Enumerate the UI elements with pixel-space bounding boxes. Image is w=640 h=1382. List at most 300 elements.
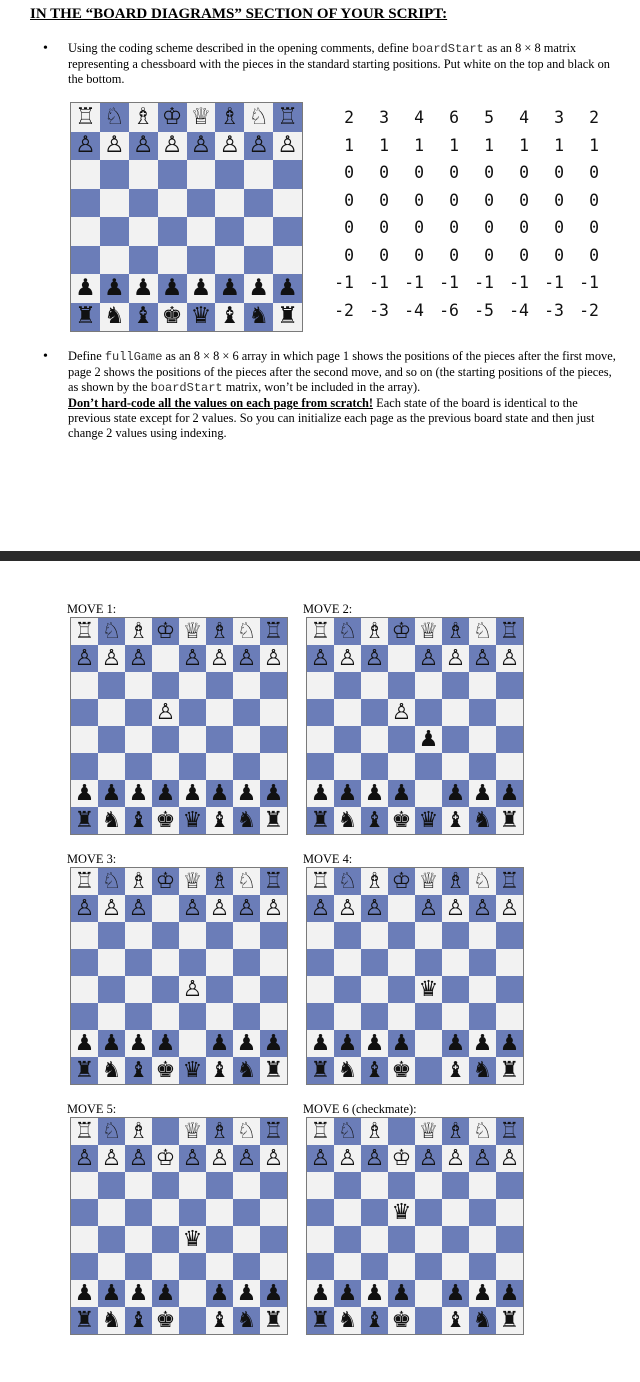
matrix-value: -1 bbox=[579, 273, 599, 292]
black-bishop-icon: ♝ bbox=[206, 1057, 233, 1084]
black-pawn-icon: ♟ bbox=[469, 1280, 496, 1307]
white-knight-icon: ♘ bbox=[334, 1118, 361, 1145]
empty-square bbox=[442, 672, 469, 699]
empty-square bbox=[152, 726, 179, 753]
matrix-value: 0 bbox=[589, 190, 599, 210]
black-rook-icon: ♜ bbox=[260, 1307, 287, 1334]
empty-square bbox=[415, 1280, 442, 1307]
empty-square bbox=[388, 726, 415, 753]
black-pawn-icon: ♟ bbox=[125, 780, 152, 807]
matrix-value: 0 bbox=[379, 190, 389, 210]
empty-square bbox=[98, 1253, 125, 1280]
black-bishop-icon: ♝ bbox=[129, 303, 158, 332]
black-pawn-icon: ♟ bbox=[206, 1030, 233, 1057]
matrix-value: 3 bbox=[554, 108, 564, 127]
empty-square bbox=[496, 753, 523, 780]
white-pawn-icon: ♙ bbox=[233, 895, 260, 922]
empty-square bbox=[496, 1003, 523, 1030]
matrix-value: 3 bbox=[379, 108, 389, 127]
white-pawn-icon: ♙ bbox=[334, 895, 361, 922]
matrix-value: 1 bbox=[519, 135, 529, 155]
empty-square bbox=[71, 753, 98, 780]
white-pawn-icon: ♙ bbox=[442, 1145, 469, 1172]
white-rook-icon: ♖ bbox=[307, 1118, 334, 1145]
empty-square bbox=[260, 976, 287, 1003]
empty-square bbox=[206, 1003, 233, 1030]
matrix-value: 4 bbox=[519, 108, 529, 127]
black-bishop-icon: ♝ bbox=[442, 807, 469, 834]
empty-square bbox=[98, 1003, 125, 1030]
move-3-label: MOVE 3: bbox=[67, 852, 117, 866]
empty-square bbox=[273, 217, 302, 246]
empty-square bbox=[260, 922, 287, 949]
empty-square bbox=[415, 1226, 442, 1253]
empty-square bbox=[206, 949, 233, 976]
board-start-matrix bbox=[320, 108, 620, 330]
empty-square bbox=[469, 1253, 496, 1280]
empty-square bbox=[125, 1003, 152, 1030]
empty-square bbox=[179, 1003, 206, 1030]
black-rook-icon: ♜ bbox=[71, 1307, 98, 1334]
empty-square bbox=[158, 189, 187, 218]
empty-square bbox=[206, 976, 233, 1003]
white-pawn-icon: ♙ bbox=[361, 645, 388, 672]
empty-square bbox=[98, 672, 125, 699]
black-bishop-icon: ♝ bbox=[125, 1307, 152, 1334]
empty-square bbox=[415, 699, 442, 726]
empty-square bbox=[361, 726, 388, 753]
black-rook-icon: ♜ bbox=[71, 303, 100, 332]
matrix-value: 0 bbox=[554, 163, 564, 182]
black-pawn-icon: ♟ bbox=[100, 274, 129, 303]
black-pawn-icon: ♟ bbox=[388, 1280, 415, 1307]
white-pawn-icon: ♙ bbox=[233, 1145, 260, 1172]
empty-square bbox=[129, 246, 158, 275]
matrix-value: -6 bbox=[439, 300, 459, 320]
empty-square bbox=[415, 1307, 442, 1334]
black-knight-icon: ♞ bbox=[244, 303, 273, 332]
white-pawn-icon: ♙ bbox=[469, 1145, 496, 1172]
matrix-value: 0 bbox=[449, 163, 459, 182]
empty-square bbox=[442, 1003, 469, 1030]
white-bishop-icon: ♗ bbox=[129, 103, 158, 132]
empty-square bbox=[361, 1226, 388, 1253]
empty-square bbox=[98, 922, 125, 949]
matrix-value: 4 bbox=[414, 108, 424, 127]
black-pawn-icon: ♟ bbox=[307, 780, 334, 807]
white-pawn-icon: ♙ bbox=[71, 645, 98, 672]
empty-square bbox=[415, 1057, 442, 1084]
move-6-label: MOVE 6 (checkmate): bbox=[303, 1102, 417, 1116]
empty-square bbox=[233, 1253, 260, 1280]
black-pawn-icon: ♟ bbox=[469, 1030, 496, 1057]
empty-square bbox=[125, 1226, 152, 1253]
empty-square bbox=[496, 949, 523, 976]
empty-square bbox=[361, 672, 388, 699]
empty-square bbox=[206, 922, 233, 949]
white-knight-icon: ♘ bbox=[334, 618, 361, 645]
white-pawn-icon: ♙ bbox=[260, 895, 287, 922]
empty-square bbox=[415, 672, 442, 699]
empty-square bbox=[361, 1253, 388, 1280]
white-knight-icon: ♘ bbox=[233, 1118, 260, 1145]
instruction-full-game bbox=[68, 349, 620, 441]
empty-square bbox=[179, 1199, 206, 1226]
empty-square bbox=[215, 160, 244, 189]
empty-square bbox=[98, 753, 125, 780]
empty-square bbox=[129, 160, 158, 189]
black-pawn-icon: ♟ bbox=[260, 780, 287, 807]
page-divider bbox=[0, 551, 640, 561]
empty-square bbox=[206, 1172, 233, 1199]
matrix-value: 0 bbox=[414, 163, 424, 182]
black-knight-icon: ♞ bbox=[469, 1057, 496, 1084]
move-2-label: MOVE 2: bbox=[303, 602, 353, 616]
white-pawn-icon: ♙ bbox=[71, 895, 98, 922]
black-queen-icon: ♛ bbox=[187, 303, 216, 332]
empty-square bbox=[187, 160, 216, 189]
empty-square bbox=[129, 217, 158, 246]
empty-square bbox=[100, 189, 129, 218]
white-pawn-icon: ♙ bbox=[442, 645, 469, 672]
empty-square bbox=[388, 672, 415, 699]
white-rook-icon: ♖ bbox=[71, 103, 100, 132]
black-bishop-icon: ♝ bbox=[442, 1057, 469, 1084]
black-pawn-icon: ♟ bbox=[129, 274, 158, 303]
empty-square bbox=[334, 699, 361, 726]
white-king-icon: ♔ bbox=[158, 103, 187, 132]
empty-square bbox=[206, 1226, 233, 1253]
black-pawn-icon: ♟ bbox=[98, 780, 125, 807]
white-pawn-icon: ♙ bbox=[260, 1145, 287, 1172]
empty-square bbox=[125, 1172, 152, 1199]
matrix-value: 0 bbox=[589, 163, 599, 182]
empty-square bbox=[361, 922, 388, 949]
white-bishop-icon: ♗ bbox=[361, 868, 388, 895]
matrix-value: 0 bbox=[484, 218, 494, 237]
white-queen-icon: ♕ bbox=[179, 1118, 206, 1145]
white-rook-icon: ♖ bbox=[260, 868, 287, 895]
empty-square bbox=[187, 246, 216, 275]
white-bishop-icon: ♗ bbox=[206, 868, 233, 895]
white-pawn-icon: ♙ bbox=[125, 1145, 152, 1172]
empty-square bbox=[361, 976, 388, 1003]
white-knight-icon: ♘ bbox=[469, 618, 496, 645]
empty-square bbox=[98, 726, 125, 753]
empty-square bbox=[334, 949, 361, 976]
empty-square bbox=[307, 976, 334, 1003]
black-rook-icon: ♜ bbox=[260, 807, 287, 834]
move-1-board bbox=[70, 617, 288, 835]
white-pawn-icon: ♙ bbox=[244, 132, 273, 161]
empty-square bbox=[388, 1226, 415, 1253]
matrix-value: 0 bbox=[554, 218, 564, 237]
white-pawn-icon: ♙ bbox=[307, 1145, 334, 1172]
white-bishop-icon: ♗ bbox=[125, 868, 152, 895]
empty-square bbox=[98, 1226, 125, 1253]
white-rook-icon: ♖ bbox=[260, 1118, 287, 1145]
matrix-value: 0 bbox=[344, 218, 354, 237]
empty-square bbox=[179, 699, 206, 726]
instruction-text: as an 8 × 8 matrix representing a chessboard with the pieces in the standard starting positions. Put white on the top and black on the bottom. bbox=[68, 41, 610, 86]
white-pawn-icon: ♙ bbox=[496, 895, 523, 922]
black-pawn-icon: ♟ bbox=[334, 1280, 361, 1307]
empty-square bbox=[179, 922, 206, 949]
empty-square bbox=[233, 976, 260, 1003]
white-knight-icon: ♘ bbox=[469, 1118, 496, 1145]
empty-square bbox=[71, 217, 100, 246]
black-rook-icon: ♜ bbox=[496, 1307, 523, 1334]
empty-square bbox=[334, 753, 361, 780]
white-rook-icon: ♖ bbox=[496, 868, 523, 895]
matrix-value: -1 bbox=[404, 273, 424, 292]
white-rook-icon: ♖ bbox=[260, 618, 287, 645]
black-pawn-icon: ♟ bbox=[334, 780, 361, 807]
matrix-value: 0 bbox=[589, 245, 599, 265]
empty-square bbox=[244, 217, 273, 246]
empty-square bbox=[71, 246, 100, 275]
empty-square bbox=[442, 1253, 469, 1280]
empty-square bbox=[152, 1003, 179, 1030]
black-knight-icon: ♞ bbox=[98, 1057, 125, 1084]
empty-square bbox=[260, 726, 287, 753]
empty-square bbox=[388, 949, 415, 976]
black-pawn-icon: ♟ bbox=[71, 1030, 98, 1057]
empty-square bbox=[273, 189, 302, 218]
empty-square bbox=[125, 726, 152, 753]
matrix-value: -1 bbox=[509, 273, 529, 292]
empty-square bbox=[388, 1253, 415, 1280]
empty-square bbox=[361, 1199, 388, 1226]
matrix-value: 0 bbox=[519, 190, 529, 210]
empty-square bbox=[206, 726, 233, 753]
starting-chessboard bbox=[70, 102, 303, 332]
empty-square bbox=[442, 726, 469, 753]
black-pawn-icon: ♟ bbox=[233, 780, 260, 807]
move-5-board bbox=[70, 1117, 288, 1335]
empty-square bbox=[469, 976, 496, 1003]
black-rook-icon: ♜ bbox=[307, 1057, 334, 1084]
black-knight-icon: ♞ bbox=[469, 1307, 496, 1334]
white-pawn-icon: ♙ bbox=[415, 895, 442, 922]
white-pawn-icon: ♙ bbox=[125, 645, 152, 672]
empty-square bbox=[469, 753, 496, 780]
matrix-value: -4 bbox=[404, 300, 424, 320]
empty-square bbox=[307, 1226, 334, 1253]
matrix-value: 1 bbox=[414, 135, 424, 155]
move-4-board bbox=[306, 867, 524, 1085]
matrix-value: -1 bbox=[369, 273, 389, 292]
black-rook-icon: ♜ bbox=[496, 807, 523, 834]
empty-square bbox=[361, 949, 388, 976]
white-bishop-icon: ♗ bbox=[206, 1118, 233, 1145]
white-pawn-icon: ♙ bbox=[307, 895, 334, 922]
black-pawn-icon: ♟ bbox=[260, 1280, 287, 1307]
white-pawn-icon: ♙ bbox=[415, 645, 442, 672]
matrix-value: 0 bbox=[519, 218, 529, 237]
empty-square bbox=[361, 1003, 388, 1030]
empty-square bbox=[100, 160, 129, 189]
white-bishop-icon: ♗ bbox=[442, 618, 469, 645]
empty-square bbox=[307, 1253, 334, 1280]
white-knight-icon: ♘ bbox=[98, 1118, 125, 1145]
white-pawn-icon: ♙ bbox=[388, 699, 415, 726]
empty-square bbox=[125, 672, 152, 699]
matrix-value: 0 bbox=[589, 218, 599, 237]
black-rook-icon: ♜ bbox=[71, 807, 98, 834]
matrix-value: 0 bbox=[379, 218, 389, 237]
black-rook-icon: ♜ bbox=[307, 807, 334, 834]
empty-square bbox=[388, 976, 415, 1003]
black-pawn-icon: ♟ bbox=[125, 1280, 152, 1307]
empty-square bbox=[206, 699, 233, 726]
empty-square bbox=[233, 726, 260, 753]
matrix-value: 0 bbox=[449, 218, 459, 237]
white-pawn-icon: ♙ bbox=[98, 895, 125, 922]
empty-square bbox=[334, 1199, 361, 1226]
black-bishop-icon: ♝ bbox=[215, 303, 244, 332]
matrix-value: 0 bbox=[414, 190, 424, 210]
empty-square bbox=[152, 1172, 179, 1199]
empty-square bbox=[152, 1253, 179, 1280]
black-rook-icon: ♜ bbox=[307, 1307, 334, 1334]
matrix-value: -3 bbox=[369, 300, 389, 320]
move-2-board bbox=[306, 617, 524, 835]
black-bishop-icon: ♝ bbox=[206, 807, 233, 834]
black-pawn-icon: ♟ bbox=[307, 1280, 334, 1307]
empty-square bbox=[260, 672, 287, 699]
matrix-value: 5 bbox=[484, 108, 494, 127]
white-bishop-icon: ♗ bbox=[442, 1118, 469, 1145]
empty-square bbox=[100, 217, 129, 246]
empty-square bbox=[233, 699, 260, 726]
white-pawn-icon: ♙ bbox=[361, 895, 388, 922]
black-king-icon: ♚ bbox=[388, 1057, 415, 1084]
empty-square bbox=[273, 246, 302, 275]
white-pawn-icon: ♙ bbox=[179, 895, 206, 922]
black-pawn-icon: ♟ bbox=[179, 780, 206, 807]
white-pawn-icon: ♙ bbox=[260, 645, 287, 672]
empty-square bbox=[334, 726, 361, 753]
matrix-value: 0 bbox=[554, 245, 564, 265]
empty-square bbox=[442, 753, 469, 780]
instruction-text: Define bbox=[68, 349, 105, 363]
empty-square bbox=[125, 922, 152, 949]
matrix-value: -2 bbox=[579, 300, 599, 320]
empty-square bbox=[415, 1253, 442, 1280]
black-pawn-icon: ♟ bbox=[152, 780, 179, 807]
empty-square bbox=[469, 949, 496, 976]
black-knight-icon: ♞ bbox=[98, 1307, 125, 1334]
empty-square bbox=[415, 949, 442, 976]
white-rook-icon: ♖ bbox=[496, 618, 523, 645]
matrix-value: -4 bbox=[509, 300, 529, 320]
matrix-value: -2 bbox=[334, 300, 354, 320]
empty-square bbox=[307, 726, 334, 753]
empty-square bbox=[71, 189, 100, 218]
white-pawn-icon: ♙ bbox=[158, 132, 187, 161]
empty-square bbox=[125, 753, 152, 780]
empty-square bbox=[496, 922, 523, 949]
empty-square bbox=[71, 1253, 98, 1280]
empty-square bbox=[125, 699, 152, 726]
black-pawn-icon: ♟ bbox=[71, 1280, 98, 1307]
black-pawn-icon: ♟ bbox=[98, 1280, 125, 1307]
empty-square bbox=[100, 246, 129, 275]
black-pawn-icon: ♟ bbox=[388, 1030, 415, 1057]
white-pawn-icon: ♙ bbox=[179, 1145, 206, 1172]
empty-square bbox=[71, 1003, 98, 1030]
black-pawn-icon: ♟ bbox=[442, 1280, 469, 1307]
empty-square bbox=[244, 189, 273, 218]
black-pawn-icon: ♟ bbox=[496, 1280, 523, 1307]
empty-square bbox=[469, 1226, 496, 1253]
white-pawn-icon: ♙ bbox=[187, 132, 216, 161]
empty-square bbox=[152, 949, 179, 976]
black-pawn-icon: ♟ bbox=[415, 726, 442, 753]
white-rook-icon: ♖ bbox=[71, 868, 98, 895]
white-pawn-icon: ♙ bbox=[206, 645, 233, 672]
empty-square bbox=[388, 895, 415, 922]
empty-square bbox=[71, 726, 98, 753]
black-pawn-icon: ♟ bbox=[496, 1030, 523, 1057]
empty-square bbox=[307, 672, 334, 699]
matrix-value: 2 bbox=[344, 108, 354, 127]
empty-square bbox=[233, 753, 260, 780]
white-king-icon: ♔ bbox=[152, 868, 179, 895]
empty-square bbox=[442, 976, 469, 1003]
white-pawn-icon: ♙ bbox=[496, 1145, 523, 1172]
black-bishop-icon: ♝ bbox=[206, 1307, 233, 1334]
empty-square bbox=[469, 699, 496, 726]
empty-square bbox=[260, 949, 287, 976]
white-bishop-icon: ♗ bbox=[125, 618, 152, 645]
empty-square bbox=[388, 922, 415, 949]
empty-square bbox=[125, 1253, 152, 1280]
empty-square bbox=[233, 949, 260, 976]
empty-square bbox=[152, 976, 179, 1003]
empty-square bbox=[98, 699, 125, 726]
white-knight-icon: ♘ bbox=[98, 618, 125, 645]
empty-square bbox=[179, 672, 206, 699]
black-pawn-icon: ♟ bbox=[206, 1280, 233, 1307]
white-bishop-icon: ♗ bbox=[361, 618, 388, 645]
empty-square bbox=[307, 753, 334, 780]
matrix-value: 1 bbox=[379, 135, 389, 155]
empty-square bbox=[158, 246, 187, 275]
code-full-game: fullGame bbox=[104, 350, 163, 364]
black-pawn-icon: ♟ bbox=[260, 1030, 287, 1057]
empty-square bbox=[152, 753, 179, 780]
empty-square bbox=[98, 976, 125, 1003]
white-bishop-icon: ♗ bbox=[206, 618, 233, 645]
white-king-icon: ♔ bbox=[388, 618, 415, 645]
white-king-icon: ♔ bbox=[152, 1145, 179, 1172]
matrix-value: 0 bbox=[554, 190, 564, 210]
empty-square bbox=[158, 160, 187, 189]
empty-square bbox=[179, 949, 206, 976]
white-queen-icon: ♕ bbox=[415, 1118, 442, 1145]
empty-square bbox=[206, 1199, 233, 1226]
black-rook-icon: ♜ bbox=[273, 303, 302, 332]
white-pawn-icon: ♙ bbox=[71, 132, 100, 161]
black-pawn-icon: ♟ bbox=[361, 1030, 388, 1057]
empty-square bbox=[98, 1199, 125, 1226]
black-bishop-icon: ♝ bbox=[442, 1307, 469, 1334]
black-king-icon: ♚ bbox=[152, 807, 179, 834]
matrix-value: -3 bbox=[544, 300, 564, 320]
black-bishop-icon: ♝ bbox=[361, 807, 388, 834]
